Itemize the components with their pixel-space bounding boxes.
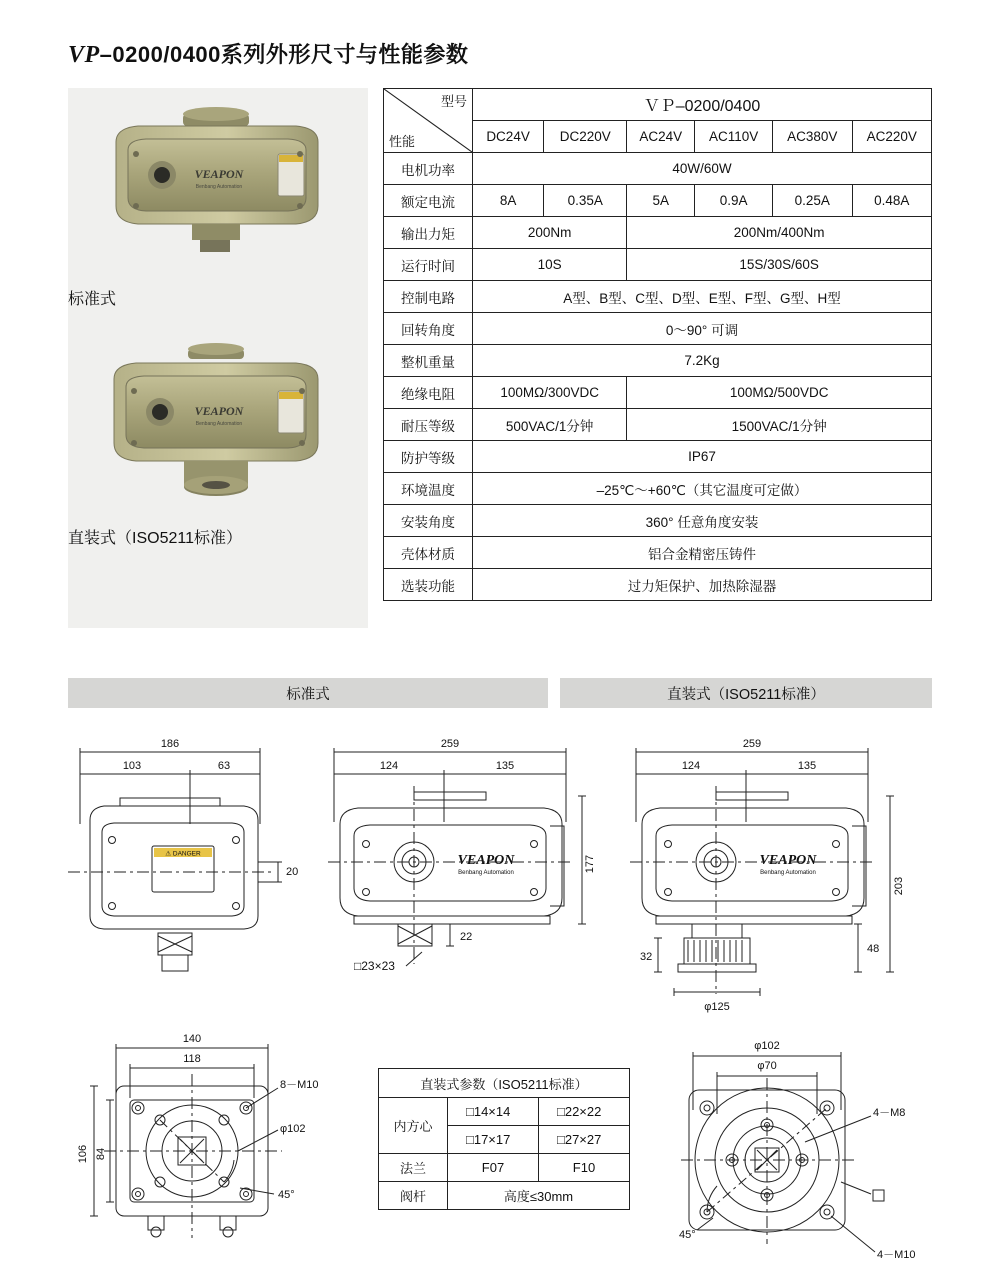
svg-text:259: 259 <box>440 738 460 750</box>
row-value: 过力矩保护、加热除湿器 <box>473 569 932 601</box>
svg-text:φ102: φ102 <box>280 1123 306 1135</box>
standard-side-svg <box>60 714 310 994</box>
svg-text:VEAPON: VEAPON <box>194 404 244 418</box>
svg-text:8－M10: 8－M10 <box>280 1079 319 1091</box>
svg-text:22: 22 <box>460 931 473 943</box>
direct-mount-parameter-table <box>378 1068 630 1210</box>
svg-text:φ102: φ102 <box>754 1040 780 1052</box>
svg-text:124: 124 <box>681 760 701 772</box>
section-bar-direct: 直装式（ISO5211标准） <box>560 678 932 708</box>
row-value: 0～90° 可调 <box>473 313 932 345</box>
row-value: 1500VAC/1分钟 <box>627 409 932 441</box>
table-row <box>379 1098 630 1126</box>
svg-text:Benbang Automation: Benbang Automation <box>760 870 816 876</box>
svg-text:Benbang Automation: Benbang Automation <box>458 870 514 876</box>
row-label: 整机重量 <box>384 345 473 377</box>
standard-actuator-photo <box>88 96 348 286</box>
svg-text:124: 124 <box>379 760 399 772</box>
row-label: 额定电流 <box>384 185 473 217</box>
row-value: 100MΩ/300VDC <box>473 377 627 409</box>
row-value: 铝合金精密压铸件 <box>473 537 932 569</box>
drawing-standard-side-view <box>60 714 310 994</box>
row-value: 0.9A <box>695 185 773 217</box>
row-value: 0.35A <box>544 185 627 217</box>
row-label: 运行时间 <box>384 249 473 281</box>
drawing-standard-front-view <box>310 714 610 1004</box>
dm-flange-f10: F10 <box>539 1154 630 1182</box>
dm-square-17: □17×17 <box>448 1126 539 1154</box>
voltage-ac24v: AC24V <box>627 121 695 153</box>
row-label: 防护等级 <box>384 441 473 473</box>
row-value: 500VAC/1分钟 <box>473 409 627 441</box>
svg-text:135: 135 <box>797 760 817 772</box>
row-label: 控制电路 <box>384 281 473 313</box>
row-value: 200Nm/400Nm <box>627 217 932 249</box>
svg-text:VEAPON: VEAPON <box>759 853 817 868</box>
row-value: 10S <box>473 249 627 281</box>
table-row <box>384 185 932 217</box>
row-label: 耐压等级 <box>384 409 473 441</box>
voltage-ac220v: AC220V <box>852 121 932 153</box>
table-row <box>379 1182 630 1210</box>
drawing-direct-front-view <box>612 714 942 1034</box>
table-row <box>384 441 932 473</box>
row-value: 5A <box>627 185 695 217</box>
row-value: IP67 <box>473 441 932 473</box>
svg-text:□23×23: □23×23 <box>354 959 395 973</box>
svg-text:103: 103 <box>122 760 142 772</box>
row-value: A型、B型、C型、D型、E型、F型、G型、H型 <box>473 281 932 313</box>
row-value: 8A <box>473 185 544 217</box>
row-value: 15S/30S/60S <box>627 249 932 281</box>
dm-square-22: □22×22 <box>539 1098 630 1126</box>
row-value: 200Nm <box>473 217 627 249</box>
dm-row-label-square: 内方心 <box>379 1098 448 1154</box>
direct-front-svg <box>612 714 942 1034</box>
svg-text:20: 20 <box>286 866 299 878</box>
page-title-model: VP <box>68 42 100 68</box>
page-title-text: –0200/0400系列外形尺寸与性能参数 <box>99 42 469 67</box>
table-row <box>384 505 932 537</box>
dm-header-row <box>379 1069 630 1098</box>
row-value: 360° 任意角度安装 <box>473 505 932 537</box>
row-value: 40W/60W <box>473 153 932 185</box>
table-row <box>384 313 932 345</box>
direct-bottom-svg <box>645 1030 955 1280</box>
row-value: 100MΩ/500VDC <box>627 377 932 409</box>
svg-text:VEAPON: VEAPON <box>457 853 515 868</box>
dm-square-27: □27×27 <box>539 1126 630 1154</box>
standard-photo-caption: 标准式 <box>68 291 117 308</box>
table-row <box>384 569 932 601</box>
svg-text:⚠ DANGER: ⚠ DANGER <box>165 850 201 858</box>
page-title <box>68 38 468 69</box>
svg-text:φ125: φ125 <box>704 1001 730 1013</box>
svg-text:45°: 45° <box>679 1229 696 1241</box>
row-value: 0.25A <box>773 185 852 217</box>
row-label: 壳体材质 <box>384 537 473 569</box>
svg-text:177: 177 <box>584 854 596 874</box>
standard-bottom-svg <box>72 1026 372 1266</box>
dm-square-14: □14×14 <box>448 1098 539 1126</box>
row-label: 安装角度 <box>384 505 473 537</box>
table-row <box>384 377 932 409</box>
row-value: 0.48A <box>852 185 932 217</box>
table-row <box>384 409 932 441</box>
table-row <box>384 473 932 505</box>
spec-model-value: ＶＰ–0200/0400 <box>473 89 932 121</box>
table-row <box>384 281 932 313</box>
dm-stem-height: 高度≤30mm <box>448 1182 630 1210</box>
svg-text:45°: 45° <box>278 1189 295 1201</box>
corner-performance-label: 性能 <box>389 134 416 149</box>
row-label: 电机功率 <box>384 153 473 185</box>
standard-front-svg <box>310 714 610 1004</box>
table-row <box>384 153 932 185</box>
svg-text:48: 48 <box>867 943 880 955</box>
row-label: 绝缘电阻 <box>384 377 473 409</box>
svg-text:32: 32 <box>640 951 653 963</box>
svg-text:106: 106 <box>77 1144 89 1164</box>
svg-text:203: 203 <box>893 876 905 896</box>
table-row <box>384 249 932 281</box>
corner-model-label: 型号 <box>440 94 467 109</box>
svg-text:φ70: φ70 <box>757 1060 777 1072</box>
svg-text:4－M10: 4－M10 <box>877 1249 916 1261</box>
svg-text:4－M8: 4－M8 <box>873 1107 906 1119</box>
table-row <box>384 537 932 569</box>
photo-column <box>68 88 368 628</box>
voltage-dc24v: DC24V <box>473 121 544 153</box>
table-row <box>384 345 932 377</box>
row-label: 选装功能 <box>384 569 473 601</box>
spec-corner-cell <box>384 89 473 153</box>
row-label: 环境温度 <box>384 473 473 505</box>
dm-row-label-flange: 法兰 <box>379 1154 448 1182</box>
row-value: 7.2Kg <box>473 345 932 377</box>
drawing-standard-bottom-view <box>72 1026 372 1266</box>
dm-title: 直装式参数（ISO5211标准） <box>379 1069 630 1098</box>
svg-text:259: 259 <box>742 738 762 750</box>
voltage-dc220v: DC220V <box>544 121 627 153</box>
row-label: 回转角度 <box>384 313 473 345</box>
svg-text:Benbang Automation: Benbang Automation <box>195 421 243 427</box>
row-value: –25℃～+60℃（其它温度可定做） <box>473 473 932 505</box>
svg-text:140: 140 <box>182 1033 202 1045</box>
drawing-direct-bottom-view <box>645 1030 955 1280</box>
direct-mount-actuator-photo <box>88 335 348 525</box>
row-label: 输出力矩 <box>384 217 473 249</box>
svg-text:84: 84 <box>95 1147 107 1161</box>
spec-header-row <box>384 89 932 121</box>
svg-text:186: 186 <box>160 738 180 750</box>
svg-text:VEAPON: VEAPON <box>194 167 244 181</box>
standard-actuator-image <box>88 96 348 286</box>
voltage-ac110v: AC110V <box>695 121 773 153</box>
direct-mount-actuator-image <box>88 335 348 525</box>
svg-text:63: 63 <box>217 760 231 772</box>
svg-text:118: 118 <box>183 1053 201 1065</box>
direct-photo-caption: 直装式（ISO5211标准） <box>68 530 242 547</box>
svg-text:Benbang Automation: Benbang Automation <box>195 184 243 190</box>
voltage-ac380v: AC380V <box>773 121 852 153</box>
svg-text:135: 135 <box>495 760 515 772</box>
dm-flange-f07: F07 <box>448 1154 539 1182</box>
section-bar-standard: 标准式 <box>68 678 548 708</box>
specification-table <box>383 88 932 601</box>
table-row <box>384 217 932 249</box>
dm-row-label-stem: 阀杆 <box>379 1182 448 1210</box>
table-row <box>379 1154 630 1182</box>
